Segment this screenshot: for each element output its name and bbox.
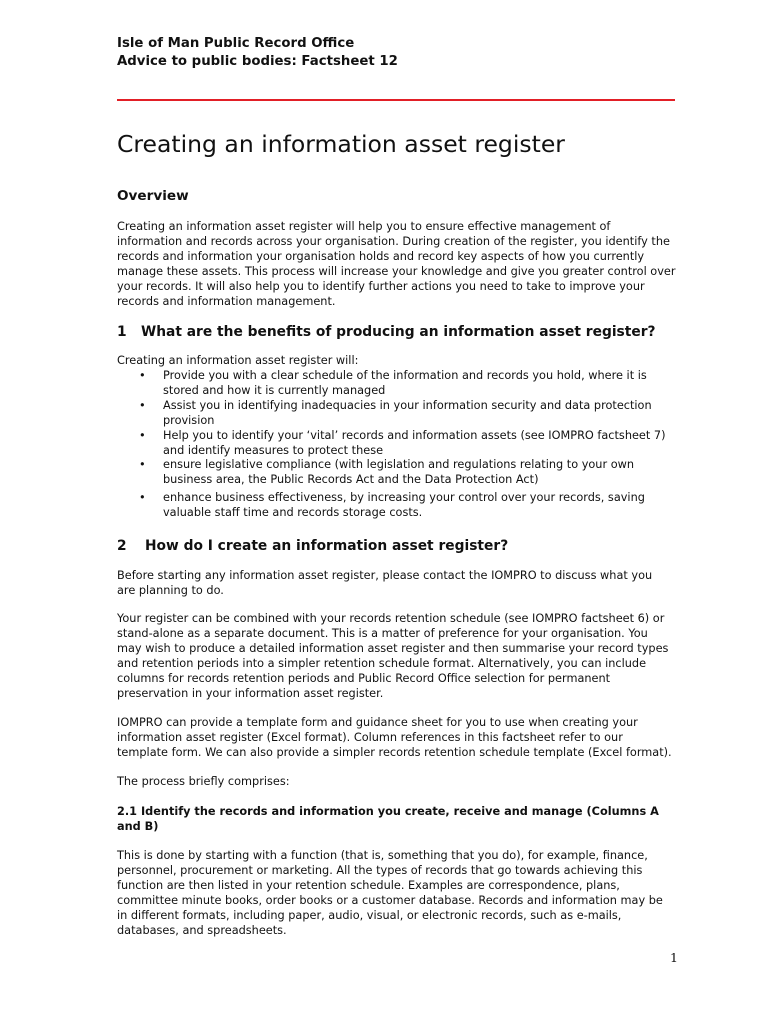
text-line: Help you to identify your ‘vital’ records and information assets (see IOMPRO factsheet 7) <box>163 428 666 442</box>
text-line: Your register can be combined with your records retention schedule (see IOMPRO factsheet 6) or <box>117 612 665 625</box>
text-line: enhance business effectiveness, by increasing your control over your records, saving <box>163 491 645 505</box>
list-item <box>117 369 677 399</box>
list-item <box>117 429 677 459</box>
overview-heading: Overview <box>117 188 189 204</box>
text-line: records and information management. <box>117 294 336 308</box>
bullet-icon: • <box>139 491 146 505</box>
section-1-intro: Creating an information asset register will: <box>117 354 359 367</box>
list-item <box>117 399 677 429</box>
text-line: IOMPRO can provide a template form and guidance sheet for you to use when creating your <box>117 716 638 729</box>
header-line-1: Isle of Man Public Record Office <box>117 36 355 51</box>
text-line: information asset register (Excel format). Column references in this factsheet refer to our <box>117 730 623 744</box>
text-line: stored and how it is currently managed <box>163 383 386 397</box>
subsection-2-1-heading: 2.1 Identify the records and information you create, receive and manage (Columns A and B) <box>117 805 659 833</box>
list-item <box>117 491 677 521</box>
text-line: This is done by starting with a function (that is, something that you do), for example, finance, <box>117 849 648 862</box>
text-line: information and records across your organisation. During creation of the register, you identify the <box>117 234 670 248</box>
text-line: in different formats, including paper, audio, visual, or electronic records, such as e-mails, <box>117 908 622 922</box>
text-line: stand-alone as a separate document. This is a matter of preference for your organisation. You <box>117 626 648 640</box>
bullet-icon: • <box>139 428 146 442</box>
header-line-2: Advice to public bodies: Factsheet 12 <box>117 54 398 69</box>
benefits-list <box>117 369 677 521</box>
bullet-icon: • <box>139 458 146 472</box>
text-line: Before starting any information asset register, please contact the IOMPRO to discuss what you <box>117 569 653 582</box>
text-line: databases, and spreadsheets. <box>117 923 287 937</box>
bullet-icon: • <box>139 369 146 382</box>
section-title: How do I create an information asset register? <box>145 538 509 554</box>
bullet-icon: • <box>139 398 146 412</box>
text-line: provision <box>163 413 215 427</box>
document-title: Creating an information asset register <box>117 130 565 158</box>
text-line: business area, the Public Records Act and the Data Protection Act) <box>163 473 539 487</box>
text-line: columns for records retention periods and Public Record Office selection for permanent <box>117 671 611 685</box>
text-line: personnel, procurement or marketing. All the types of records that go towards achieving this <box>117 863 643 877</box>
text-line: your records. It will also help you to identify further actions you need to take to improve your <box>117 279 645 293</box>
section-2-paragraph-3 <box>117 716 677 761</box>
section-2-paragraph-4: The process briefly comprises: <box>117 775 290 788</box>
header-divider <box>117 99 675 101</box>
section-1-heading <box>117 322 656 342</box>
text-line: and identify measures to protect these <box>163 443 384 457</box>
text-line: Provide you with a clear schedule of the information and records you hold, where it is <box>163 369 647 382</box>
text-line: ensure legislative compliance (with legislation and regulations relating to your own <box>163 458 635 472</box>
overview-paragraph <box>117 220 677 309</box>
text-line: are planning to do. <box>117 583 224 597</box>
section-title: What are the benefits of producing an information asset register? <box>141 324 656 340</box>
text-line: template form. We can also provide a simpler records retention schedule template (Excel format). <box>117 745 672 759</box>
text-line: manage these assets. This process will increase your knowledge and give you greater control over <box>117 264 676 278</box>
section-2-heading <box>117 536 508 556</box>
section-number: 2 <box>117 538 127 554</box>
section-2-paragraph-2 <box>117 612 677 701</box>
text-line: and retention periods into a simpler retention schedule format. Alternatively, you can include <box>117 656 647 670</box>
text-line: function are then listed in your retention schedule. Examples are correspondence, plans, <box>117 878 620 892</box>
text-line: preservation in your information asset register. <box>117 686 384 700</box>
section-number: 1 <box>117 324 127 340</box>
text-line: valuable staff time and records storage costs. <box>163 506 423 520</box>
section-2-paragraph-1 <box>117 569 677 599</box>
page-number: 1 <box>670 950 678 965</box>
text-line: committee minute books, order books or a customer database. Records and information may be <box>117 893 663 907</box>
subsection-2-1-paragraph <box>117 849 677 938</box>
text-line: may wish to produce a detailed information asset register and then summarise your record types <box>117 641 669 655</box>
text-line: records and information your organisation holds and record key aspects of how you currently <box>117 249 645 263</box>
list-item <box>117 458 677 488</box>
text-line: Creating an information asset register will help you to ensure effective management of <box>117 220 611 233</box>
text-line: Assist you in identifying inadequacies in your information security and data protection <box>163 398 652 412</box>
